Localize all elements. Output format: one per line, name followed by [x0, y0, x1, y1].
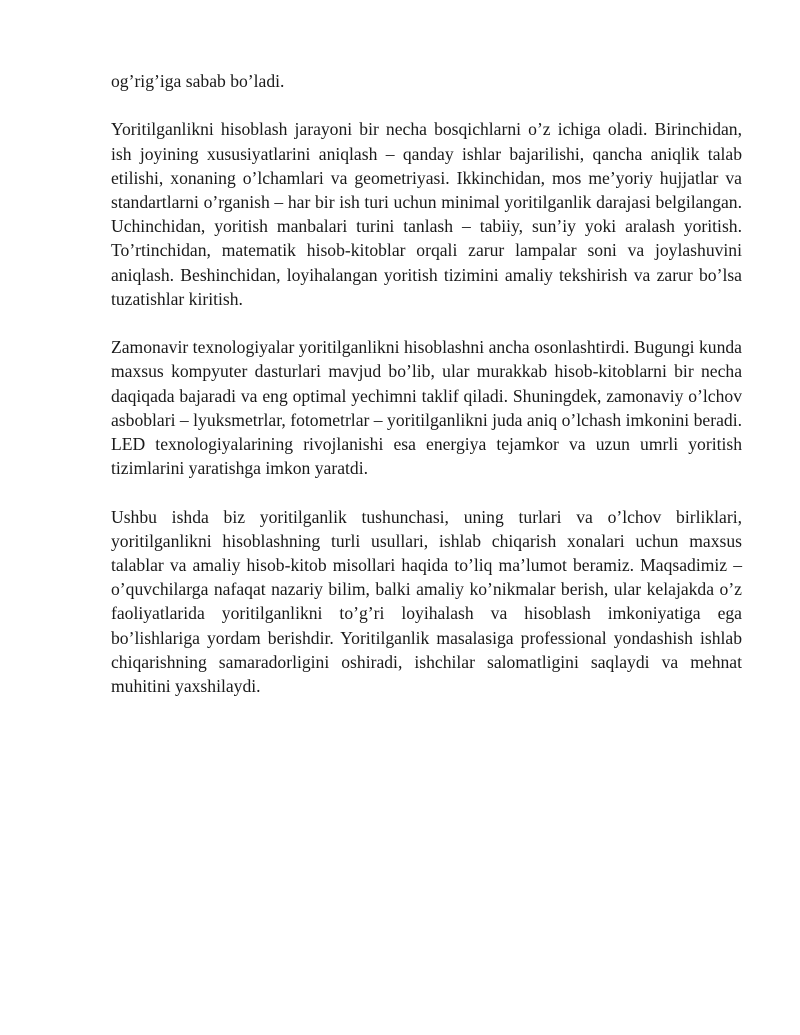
paragraph-modern-technology: Zamonavir texnologiyalar yoritilganlikni hisoblashni ancha osonlashtirdi. Bugungi kunda maxsus kompyuter dasturlari mavjud bo’lib, ular murakkab hisob-kitoblarni bir necha daqiqada bajaradi va eng optimal yechimni taklif qiladi. Shuningdek, zamonaviy o’lchov asboblari – lyuksmetrlar, fotometrlar – yoritilganlikni juda aniq o’lchash imkonini beradi. LED texnologiyalarining rivojlanishi esa energiya tejamkor va uzun umrli yoritish tizimlarini yaratishga imkon yaratdi.: [111, 337, 742, 479]
document-body: [111, 69, 742, 722]
paragraph-work-goals: Ushbu ishda biz yoritilganlik tushunchasi, uning turlari va o’lchov birliklari, yoritilganlikni hisoblashning turli usullari, ishlab chiqarish xonalari uchun maxsus talablar va amaliy hisob-kitob misollari haqida to’liq ma’lumot beramiz. Maqsadimiz – o’quvchilarga nafaqat nazariy bilim, balki amaliy ko’nikmalar berish, ular kelajakda o’z faoliyatlarida yoritilganlikni to’g’ri loyihalash va hisoblash imkoniyatiga ega bo’lishlariga yordam berishdir. Yoritilganlik masalasiga professional yondashish ishlab chiqarishning samaradorligini oshiradi, ishchilar salomatligini saqlaydi va mehnat muhitini yaxshilaydi.: [111, 506, 742, 697]
paragraph-calculation-steps: Yoritilganlikni hisoblash jarayoni bir necha bosqichlarni o’z ichiga oladi. Birinchidan, ish joyining xususiyatlarini aniqlash – qanday ishlar bajarilishi, qancha aniqlik talab etilishi, xonaning o’lchamlari va geometriyasi. Ikkinchidan, mos me’yoriy hujjatlar va standartlarni o’rganish – har bir ish turi uchun minimal yoritilganlik darajasi belgilangan. Uchinchidan, yoritish manbalari turini tanlash – tabiiy, sun’iy yoki aralash yoritish. To’rtinchidan, matematik hisob-kitoblar orqali zarur lampalar soni va joylashuvini aniqlash. Beshinchidan, loyihalangan yoritish tizimini amaliy tekshirish va zarur bo’lsa tuzatishlar kiritish.: [111, 119, 742, 309]
paragraph-continuation: og’rig’iga sabab bo’ladi.: [111, 71, 285, 91]
